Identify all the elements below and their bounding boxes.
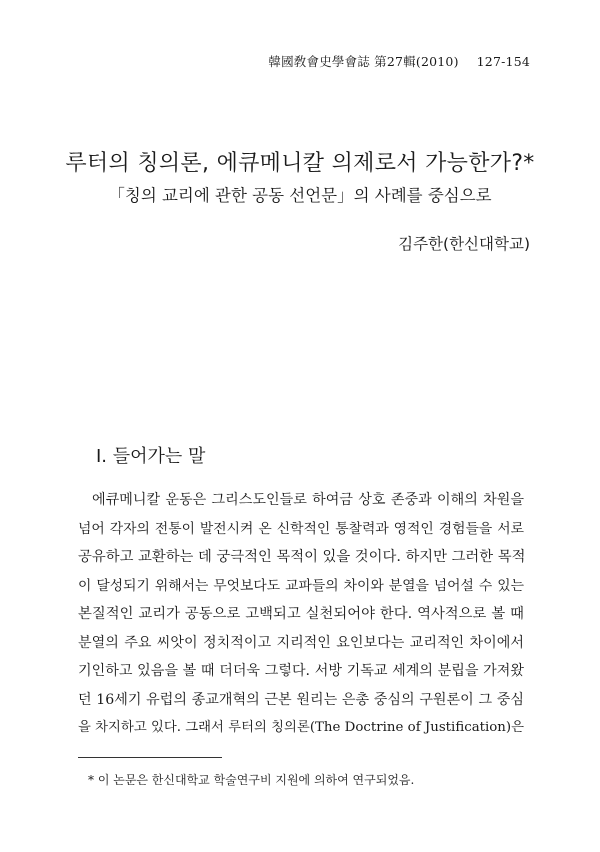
body-line: 을 차지하고 있다. 그래서 루터의 칭의론(The Doctrine of Justification)은 bbox=[78, 720, 524, 735]
body-line: 본질적인 교리가 공동으로 고백되고 실천되어야 한다. 역사적으로 볼 때 bbox=[78, 606, 524, 622]
body-line: 넘어 각자의 전통이 발전시켜 온 신학적인 통찰력과 영적인 경험들을 서로 bbox=[78, 520, 524, 537]
footnote: * 이 논문은 한신대학교 학술연구비 지원에 의하여 연구되었음. bbox=[88, 773, 415, 787]
journal-name: 韓國敎會史學會誌 第27輯(2010) bbox=[268, 54, 459, 69]
footnote-divider bbox=[78, 757, 222, 758]
page-range: 127-154 bbox=[476, 54, 530, 69]
body-line: 이 달성되기 위해서는 무엇보다도 교파들의 차이와 분열을 넘어설 수 있는 bbox=[78, 577, 524, 594]
body-line: 공유하고 교환하는 데 궁극적인 목적이 있을 것이다. 하지만 그러한 목적 bbox=[78, 549, 526, 565]
body-line: 던 16세기 유럽의 종교개혁의 근본 원리는 은총 중심의 구원론이 그 중심 bbox=[78, 691, 524, 708]
paper-title: 루터의 칭의론, 에큐메니칼 의제로서 가능한가?* bbox=[65, 151, 535, 176]
body-line: 에큐메니칼 운동은 그리스도인들로 하여금 상호 존중과 이해의 차원을 bbox=[92, 492, 524, 508]
journal-header bbox=[268, 52, 530, 70]
body-line: 분열의 주요 씨앗이 정치적이고 지리적인 요인보다는 교리적인 차이에서 bbox=[78, 634, 524, 651]
body-line: 기인하고 있음을 볼 때 더더욱 그렇다. 서방 기독교 세계의 분립을 가져왔 bbox=[78, 663, 524, 679]
author-affiliation: 김주한(한신대학교) bbox=[398, 235, 530, 253]
paper-subtitle: 「칭의 교리에 관한 공동 선언문」의 사례를 중심으로 bbox=[108, 186, 492, 205]
body-paragraph bbox=[78, 486, 524, 743]
section-heading: Ⅰ. 들어가는 말 bbox=[96, 446, 206, 467]
